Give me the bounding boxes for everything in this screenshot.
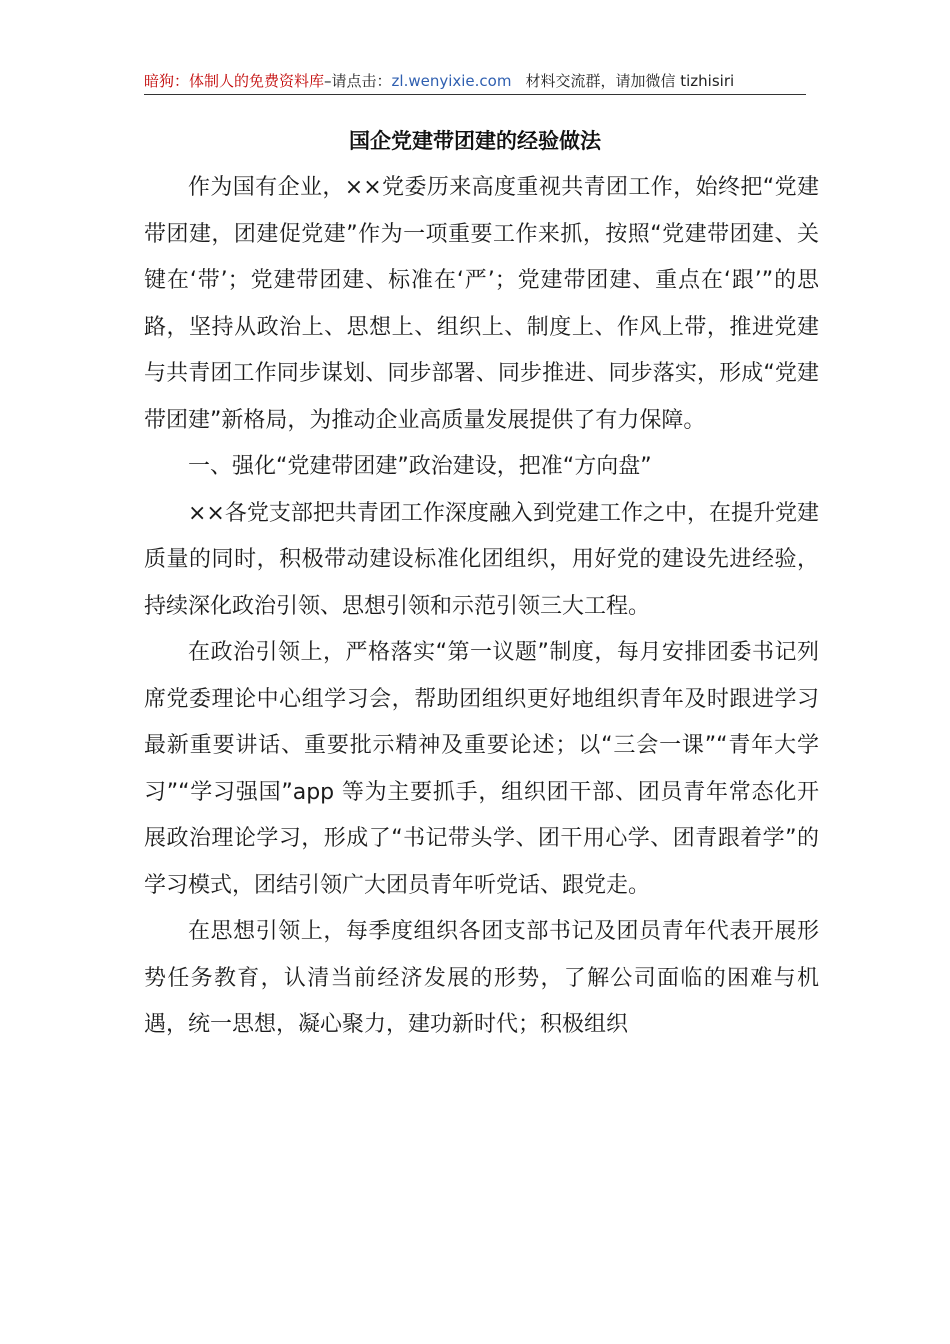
header-divider: [144, 94, 806, 95]
header-link[interactable]: zl.wenyixie.com: [391, 72, 512, 90]
document-title: 国企党建带团建的经验做法: [349, 129, 601, 153]
document-body: [144, 165, 819, 1049]
header-brand: 暗狗：体制人的免费资料库: [144, 72, 325, 90]
section-heading: 一、强化“党建带团建”政治建设，把准“方向盘”: [188, 454, 652, 479]
page-header: [144, 70, 806, 92]
paragraph-political: 在政治引领上，严格落实“第一议题”制度，每月安排团委书记列席党委理论中心组学习会，帮助团组织更好地组织青年及时跟进学习 最新重要讲话、重要批示精神及重要论述；以“三会一课”“青年大学习”“学习强国”app 等为主要抓手，组织团干部、团员青年常态化开展政治理论学习，形成了“书记带头学、团干用心学、团青跟着学”的学习模式，团结引领广大团员青年听党话、跟党走。: [144, 640, 819, 898]
paragraph-ideological: 在思想引领上，每季度组织各团支部书记及团员青年代表开展形势任务教育，认清当前经济发展的形势，了解公司面临的困难与机遇，统一思想，凝心聚力，建功新时代；积极组织: [144, 919, 819, 1037]
header-prompt: –请点击：: [324, 72, 392, 90]
paragraph-section-intro: ××各党支部把共青团工作深度融入到党建工作之中，在提升党建质量的同时，积极带动建设标准化团组织，用好党的建设先进经验，持续深化政治引领、思想引领和示范引领三大工程。: [144, 500, 819, 619]
paragraph-intro: 作为国有企业，××党委历来高度重视共青团工作，始终把“党建带团建，团建促党建”作为一项重要工作来抓，按照“党建带团建、关键在‘带’；党建带团建、标准在‘严’；党建带团建、重点在‘跟’”的思路，坚持从政治上、思想上、组织上、制度上、作风上带，推进党建与共青团工作同步谋划、同步部署、同步推进、同步落实，形成“党建带团建”新格局，为推动企业高质量发展提供了有力保障。: [144, 175, 819, 433]
header-group-note: 材料交流群，请加微信 tizhisiri: [525, 72, 735, 90]
